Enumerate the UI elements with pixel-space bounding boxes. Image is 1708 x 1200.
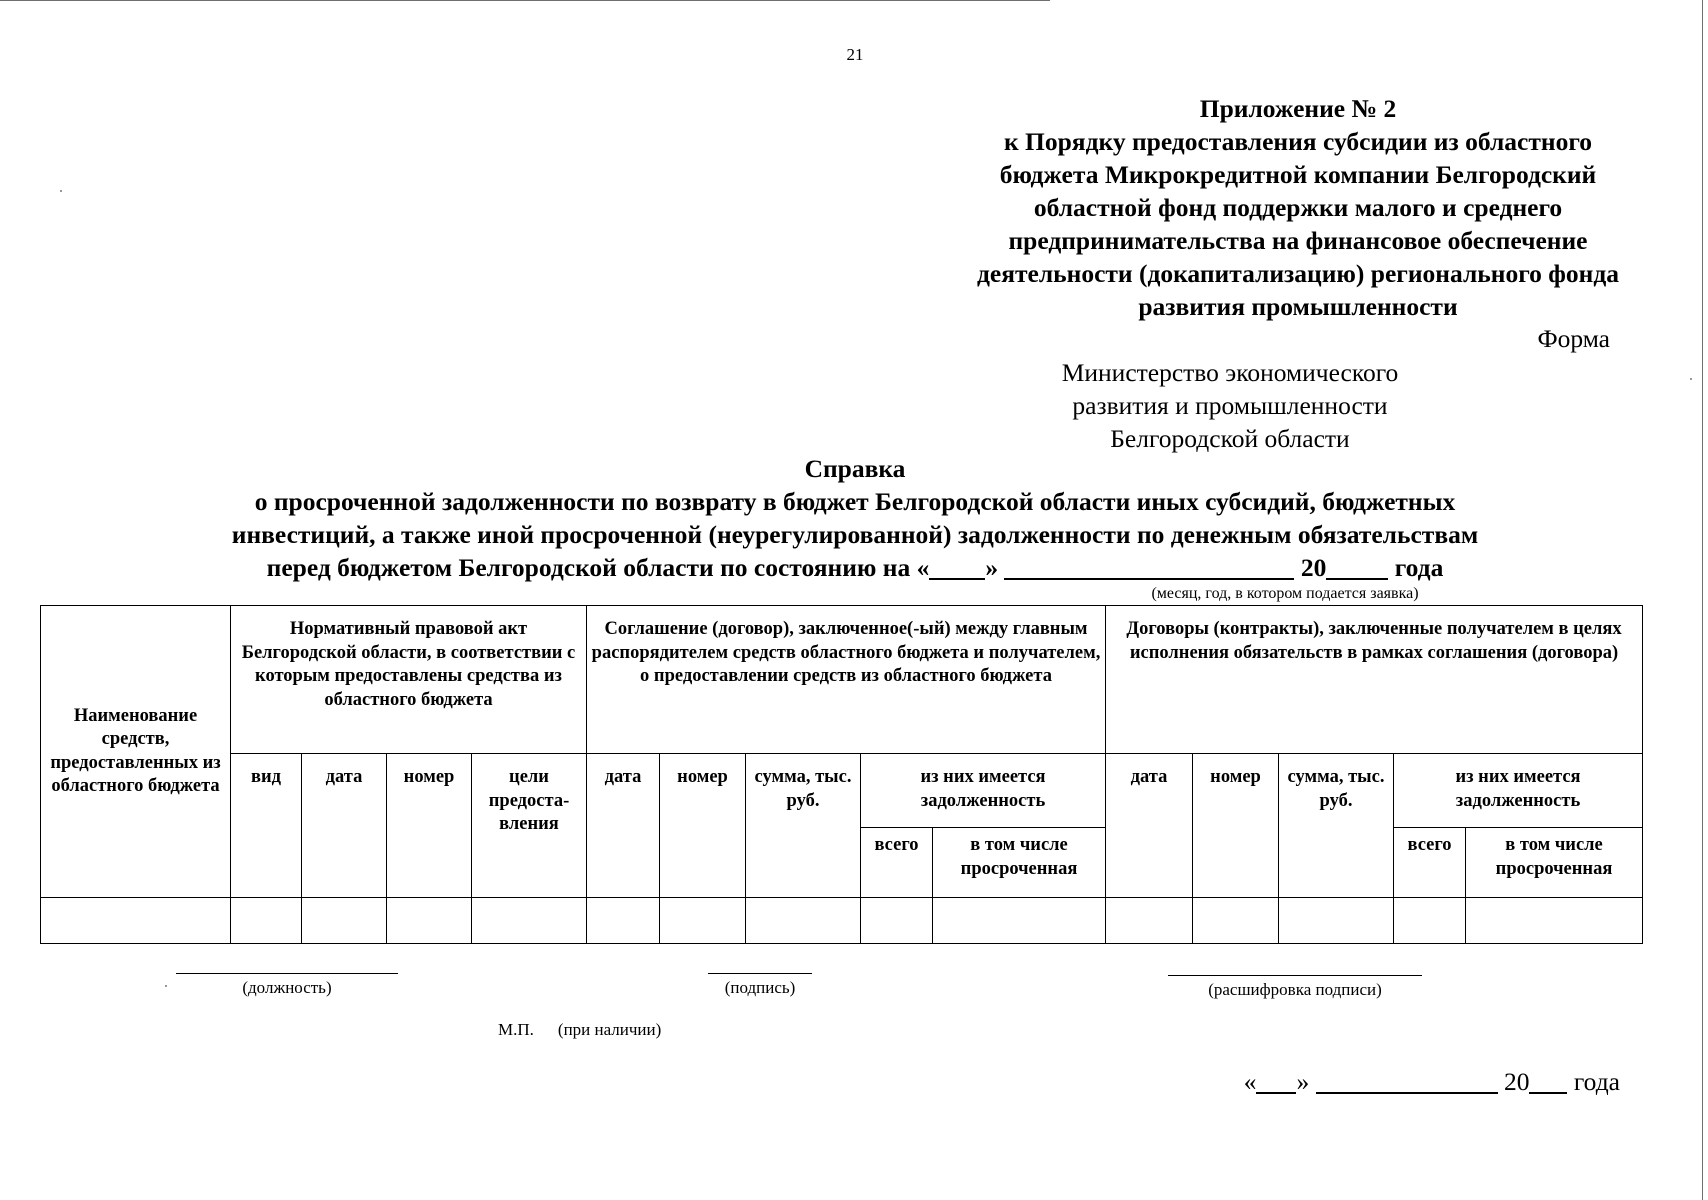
date-year-prefix: 20 — [1503, 1066, 1530, 1096]
table-cell[interactable] — [1466, 898, 1643, 944]
header-name-of-funds: Наименование средств, предоставленных из областного бюджета — [41, 606, 231, 898]
signature-line[interactable] — [708, 973, 812, 974]
table-cell[interactable] — [231, 898, 302, 944]
title-line: о просроченной задолженности по возврату в бюджет Белгородской области иных субсидий, бюджетных — [254, 487, 1456, 516]
year-blank[interactable] — [1529, 1065, 1567, 1094]
position-caption: (должность) — [242, 978, 332, 997]
table-cell[interactable] — [472, 898, 587, 944]
header-act-number: номер — [387, 754, 472, 898]
header-agreement-debt-overdue: в том числе просроченная — [933, 828, 1106, 898]
stamp-mark: М.П. — [498, 1020, 534, 1039]
appendix-heading — [868, 92, 1708, 323]
header-act-type: вид — [231, 754, 302, 898]
title-date-line — [40, 551, 1670, 584]
debt-table — [40, 605, 1643, 944]
ministry-line: развития и промышленности — [1072, 391, 1388, 420]
appendix-line: предпринимательства на финансовое обеспечение — [1008, 226, 1588, 255]
appendix-line: Приложение № 2 — [1199, 94, 1397, 123]
header-contract-debt-overdue: в том числе просроченная — [1466, 828, 1643, 898]
quote-close: » — [985, 553, 999, 582]
decoding-caption: (расшифровка подписи) — [1208, 980, 1382, 999]
header-contract-debt-total: всего — [1394, 828, 1466, 898]
table-cell[interactable] — [933, 898, 1106, 944]
header-agreement-date: дата — [587, 754, 660, 898]
header-legal-act: Нормативный правовой акт Белгородской области, в соответствии с которым предоставлены средства из областного бюджета — [231, 606, 587, 754]
stamp-note: (при наличии) — [557, 1020, 662, 1039]
header-contract-sum: сумма, тыс. руб. — [1279, 754, 1394, 898]
table-cell[interactable] — [1193, 898, 1279, 944]
year-prefix: 20 — [1300, 553, 1327, 582]
table-cell[interactable] — [587, 898, 660, 944]
header-agreement-number: номер — [660, 754, 746, 898]
header-contracts: Договоры (контракты), заключенные получателем в целях исполнения обязательств в рамках соглашения (договора) — [1106, 606, 1643, 754]
table-cell[interactable] — [660, 898, 746, 944]
year-blank[interactable] — [1326, 551, 1388, 580]
day-blank[interactable] — [929, 551, 985, 580]
month-blank[interactable] — [1004, 551, 1294, 580]
month-blank[interactable] — [1316, 1065, 1498, 1094]
header-act-date: дата — [302, 754, 387, 898]
title-line-prefix: перед бюджетом Белгородской области по состоянию на « — [266, 553, 930, 582]
signing-date — [1100, 1065, 1620, 1097]
scan-edge-top — [0, 0, 1050, 1]
header-agreement: Соглашение (договор), заключенное(-ый) между главным распорядителем средств областного бюджета и получателем, о предоставлении средств из областного бюджета — [587, 606, 1106, 754]
scan-speck — [60, 190, 62, 192]
year-suffix: года — [1394, 553, 1444, 582]
header-agreement-sum: сумма, тыс. руб. — [746, 754, 861, 898]
table-cell[interactable] — [387, 898, 472, 944]
scan-speck — [1690, 378, 1692, 380]
scan-speck — [165, 985, 167, 987]
table-cell[interactable] — [861, 898, 933, 944]
table-cell[interactable] — [1279, 898, 1394, 944]
document-title — [40, 452, 1670, 584]
table-cell[interactable] — [746, 898, 861, 944]
table-cell[interactable] — [41, 898, 231, 944]
date-suffix: года — [1573, 1066, 1620, 1096]
ministry-block — [1000, 356, 1460, 455]
appendix-line: деятельности (докапитализацию) регионального фонда — [976, 259, 1620, 288]
ministry-line: Министерство экономического — [1061, 358, 1399, 387]
header-act-purpose: цели предоста-вления — [472, 754, 587, 898]
table-cell[interactable] — [1106, 898, 1193, 944]
appendix-line: бюджета Микрокредитной компании Белгородский — [999, 160, 1597, 189]
ministry-line: Белгородской области — [1110, 424, 1350, 453]
table-row — [41, 898, 1643, 944]
day-blank[interactable] — [1256, 1065, 1296, 1094]
stamp-placeholder — [498, 1020, 685, 1040]
signature-caption: (подпись) — [724, 978, 796, 997]
header-agreement-debt-total: всего — [861, 828, 933, 898]
header-agreement-debt: из них имеется задолженность — [861, 754, 1106, 828]
title-line: инвестиций, а также иной просроченной (неурегулированной) задолженности по денежным обязательствам — [231, 520, 1479, 549]
date-open-quote: « — [1243, 1066, 1257, 1096]
header-contract-debt: из них имеется задолженность — [1394, 754, 1643, 828]
appendix-line: к Порядку предоставления субсидии из областного — [1003, 127, 1593, 156]
date-close-quote: » — [1296, 1066, 1310, 1096]
decoding-signature-line[interactable] — [1168, 975, 1422, 976]
header-contract-date: дата — [1106, 754, 1193, 898]
appendix-line: областной фонд поддержки малого и среднего — [1033, 193, 1563, 222]
page-number: 21 — [846, 45, 864, 64]
header-contract-number: номер — [1193, 754, 1279, 898]
position-signature-line[interactable] — [176, 973, 398, 974]
table-cell[interactable] — [302, 898, 387, 944]
form-label: Форма — [1537, 324, 1610, 353]
appendix-line: развития промышленности — [1138, 292, 1458, 321]
table-cell[interactable] — [1394, 898, 1466, 944]
date-hint: (месяц, год, в котором подается заявка) — [1151, 585, 1419, 602]
title-heading: Справка — [804, 454, 906, 483]
